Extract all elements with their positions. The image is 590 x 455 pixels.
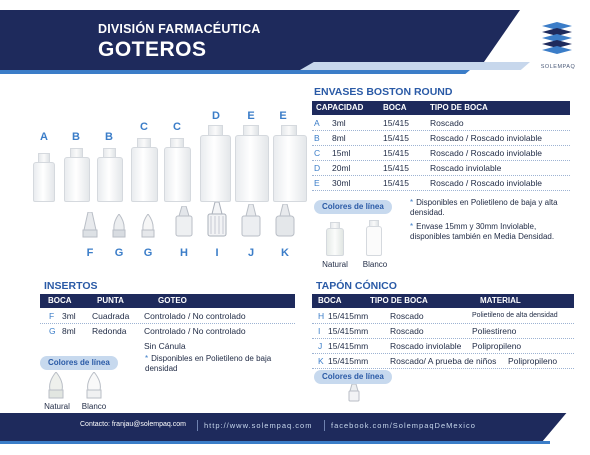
footer-stripe (0, 441, 550, 444)
bottle-e (273, 135, 307, 202)
tapon-swatch-cap (348, 384, 360, 402)
bottle-label: D (212, 110, 220, 122)
tip-label: F (86, 247, 94, 259)
table-row: I 15/415mm Roscado Poliestireno (312, 324, 574, 339)
page-title: GOTEROS (98, 38, 207, 61)
swatch-blanco-label: Blanco (362, 260, 388, 269)
cap-j (240, 204, 262, 238)
tapon-title: TAPÓN CÓNICO (316, 280, 397, 292)
tapon-table-header (312, 294, 574, 308)
header-stripe (0, 70, 470, 74)
table-row: C 15ml 15/415 Roscado / Roscado inviolable (312, 146, 570, 161)
table-row: K 15/415mm Roscado/ A prueba de niños Polipropileno (312, 354, 574, 369)
insertos-note: * Disponibles en Polietileno de baja densidad (145, 354, 272, 373)
col-tipo-boca: TIPO DE BOCA (430, 103, 488, 112)
table-row: A 3ml 15/415 Roscado (312, 116, 570, 131)
tip-label: H (180, 247, 188, 259)
tip-label: K (281, 247, 289, 259)
cap-h (174, 206, 194, 238)
swatch-blanco-label: Blanco (81, 402, 107, 411)
bottle-label: A (40, 131, 48, 143)
tip-label: G (143, 247, 153, 259)
dropper-tip-g (140, 214, 156, 238)
table-row: G 8ml Redonda Controlado / No controlado (49, 326, 246, 336)
solempaq-logo (540, 22, 574, 66)
footer-facebook-link[interactable]: facebook.com/SolempaqDeMexico (331, 421, 476, 430)
footer-website-link[interactable]: http://www.solempaq.com (204, 421, 313, 430)
bottle-label: C (140, 121, 148, 133)
bottle-neck (369, 220, 379, 227)
envases-note-2: * Envase 15mm y 30mm Inviolable, disponibles también en Media Densidad. (410, 222, 555, 241)
col-tipo-boca: TIPO DE BOCA (370, 296, 428, 305)
header-accent-stripe (300, 62, 530, 70)
tip-label: I (215, 247, 219, 259)
bottle-b (64, 157, 90, 202)
logo-text: SOLEMPAQ (540, 64, 576, 70)
bottle-d (200, 135, 231, 202)
bottle-label: B (105, 131, 113, 143)
tip-label: G (114, 247, 124, 259)
table-row: D 20ml 15/415 Roscado inviolable (312, 161, 570, 176)
envases-note-1: * Disponibles en Polietileno de baja y alta densidad. (410, 198, 558, 217)
swatch-natural-tip (46, 372, 66, 400)
division-label: DIVISIÓN FARMACÉUTICA (98, 22, 261, 36)
bottle-c (131, 147, 158, 202)
col-punta: PUNTA (97, 296, 124, 305)
envases-table-header (312, 101, 570, 115)
header-band (0, 10, 520, 70)
tip-label: J (247, 247, 255, 259)
col-material: MATERIAL (480, 296, 521, 305)
col-boca: BOCA (383, 103, 407, 112)
bottle-b (97, 157, 123, 202)
col-capacidad: CAPACIDAD (316, 103, 364, 112)
bottle-label: E (247, 110, 255, 122)
table-row: J 15/415mm Roscado inviolable Polipropileno (312, 339, 574, 354)
envases-colores-pill: Colores de línea (314, 200, 392, 214)
dropper-tip-g (111, 214, 127, 238)
bottle-label: C (173, 121, 181, 133)
insertos-colores-pill: Colores de línea (40, 356, 118, 370)
table-row: F 3ml Cuadrada Controlado / No controlado (40, 309, 295, 324)
insertos-table-body (40, 309, 295, 354)
insertos-title: INSERTOS (44, 280, 98, 292)
footer-separator (197, 420, 198, 431)
tapon-table-body (312, 309, 574, 369)
table-row-extra: Sin Cánula (144, 341, 186, 351)
bottle-label: B (72, 131, 80, 143)
bottle-label: E (279, 110, 287, 122)
envases-title: ENVASES BOSTON ROUND (314, 86, 453, 98)
bottle-a (33, 162, 55, 202)
table-row: B 8ml 15/415 Roscado / Roscado inviolable (312, 131, 570, 146)
table-row: H 15/415mm Roscado Polietileno de alta densidad (312, 309, 574, 324)
insertos-table-header (40, 294, 295, 308)
swatch-natural-label: Natural (44, 402, 70, 411)
table-row: E 30ml 15/415 Roscado / Roscado inviolable (312, 176, 570, 191)
bottle-e (235, 135, 269, 202)
col-boca: BOCA (318, 296, 342, 305)
swatch-blanco-tip (84, 372, 104, 400)
footer-contact[interactable]: Contacto: franjau@solempaq.com (80, 421, 186, 428)
swatch-blanco-bottle (366, 226, 382, 256)
col-boca: BOCA (48, 296, 72, 305)
swatch-natural-bottle (326, 228, 344, 256)
cap-i (206, 202, 228, 238)
tapon-colores-pill: Colores de línea (314, 370, 392, 384)
dropper-tip-f (82, 212, 98, 238)
envases-table-body (312, 116, 570, 191)
bottle-neck (330, 222, 340, 229)
col-goteo: GOTEO (158, 296, 187, 305)
cap-k (274, 204, 296, 238)
footer-separator (324, 420, 325, 431)
bottle-c (164, 147, 191, 202)
swatch-natural-label: Natural (322, 260, 348, 269)
